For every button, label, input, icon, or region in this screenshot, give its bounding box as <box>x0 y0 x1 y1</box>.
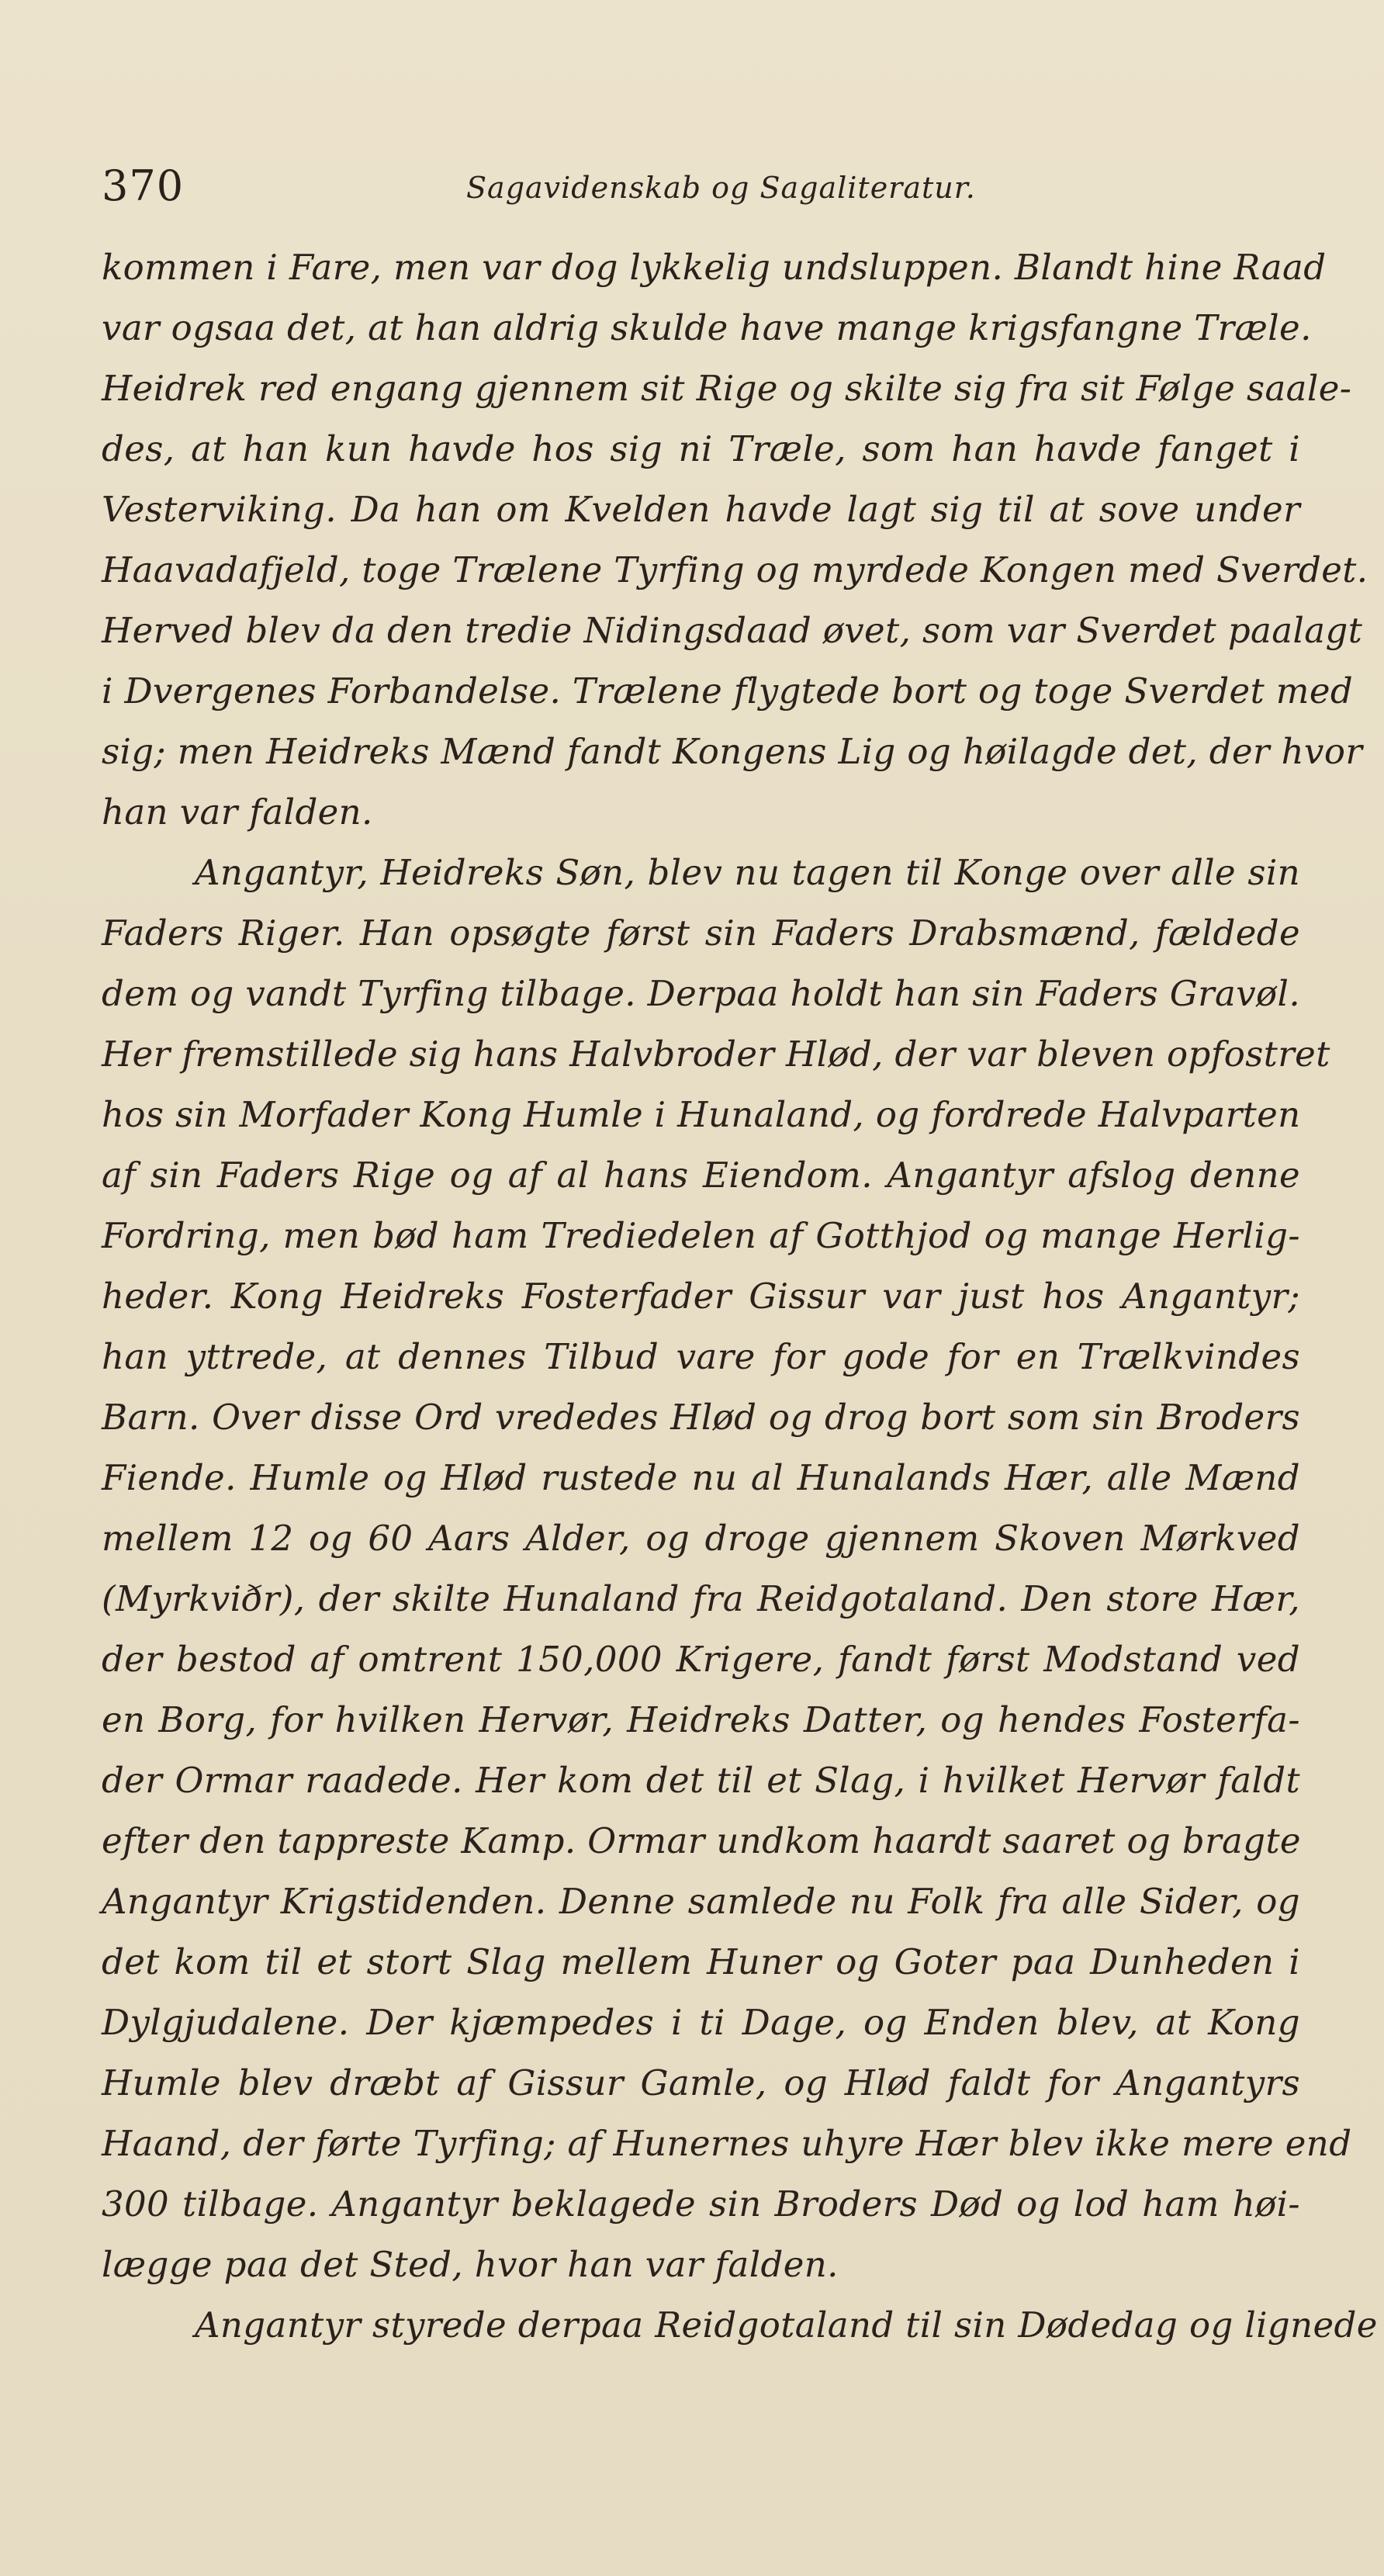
text-line: Faders Riger. Han opsøgte først sin Faders Drabsmænd, fældede <box>102 912 1300 954</box>
body-text <box>102 237 1378 2356</box>
text-line: (Myrkviðr), der skilte Hunaland fra Reidgotaland. Den store Hær, <box>102 1578 1300 1619</box>
text-line: han yttrede, at dennes Tilbud vare for gode for en Trælkvindes <box>102 1336 1300 1377</box>
text-line: Herved blev da den tredie Nidingsdaad øvet, som var Sverdet paalagt <box>102 610 1363 651</box>
text-line: dem og vandt Tyrfing tilbage. Derpaa holdt han sin Faders Gravøl. <box>102 973 1301 1014</box>
text-line: af sin Faders Rige og af al hans Eiendom. Angantyr afslog denne <box>102 1155 1300 1196</box>
text-line: Barn. Over disse Ord vrededes Hlød og drog bort som sin Broders <box>102 1397 1300 1438</box>
text-line: var ogsaa det, at han aldrig skulde have mange krigsfangne Træle. <box>102 307 1312 348</box>
text-line: Haavadafjeld, toge Trælene Tyrfing og myrdede Kongen med Sverdet. <box>102 549 1368 590</box>
text-line: en Borg, for hvilken Hervør, Heidreks Datter, og hendes Fosterfa- <box>102 1699 1300 1740</box>
text-line: Fordring, men bød ham Trediedelen af Gotthjod og mange Herlig- <box>102 1215 1300 1256</box>
text-line: Haand, der førte Tyrfing; af Hunernes uhyre Hær blev ikke mere end <box>102 2123 1352 2164</box>
text-line: mellem 12 og 60 Aars Alder, og droge gjennem Skoven Mørkved <box>102 1518 1300 1559</box>
text-line: heder. Kong Heidreks Fosterfader Gissur var just hos Angantyr; <box>102 1276 1300 1317</box>
text-line: i Dvergenes Forbandelse. Trælene flygtede bort og toge Sverdet med <box>102 670 1354 712</box>
text-line: det kom til et stort Slag mellem Huner og Goter paa Dunheden i <box>102 1941 1300 1982</box>
text-line: des, at han kun havde hos sig ni Træle, som han havde fanget i <box>102 428 1300 469</box>
text-line: Angantyr Krigstidenden. Denne samlede nu Folk fra alle Sider, og <box>102 1881 1300 1922</box>
text-line: Vesterviking. Da han om Kvelden havde lagt sig til at sove under <box>102 489 1300 530</box>
text-line: der Ormar raadede. Her kom det til et Slag, i hvilket Hervør faldt <box>102 1760 1300 1801</box>
text-line: sig; men Heidreks Mænd fandt Kongens Lig og høilagde det, der hvor <box>102 731 1363 772</box>
text-line: kommen i Fare, men var dog lykkelig undsluppen. Blandt hine Raad <box>102 247 1327 288</box>
text-line: der bestod af omtrent 150,000 Krigere, fandt først Modstand ved <box>102 1639 1300 1680</box>
text-line: Fiende. Humle og Hlød rustede nu al Hunalands Hær, alle Mænd <box>102 1457 1300 1498</box>
text-line: hos sin Morfader Kong Humle i Hunaland, og fordrede Halvparten <box>102 1094 1301 1135</box>
text-line: Angantyr styrede derpaa Reidgotaland til sin Dødedag og lignede <box>195 2304 1378 2346</box>
text-line: han var falden. <box>102 791 373 833</box>
text-line: efter den tappreste Kamp. Ormar undkom haardt saaret og bragte <box>102 1820 1301 1861</box>
running-title: Sagavidenskab og Sagaliteratur. <box>466 171 976 205</box>
text-line: Angantyr, Heidreks Søn, blev nu tagen til Konge over alle sin <box>195 852 1300 893</box>
text-line: 300 tilbage. Angantyr beklagede sin Broders Død og lod ham høi- <box>102 2183 1300 2225</box>
text-line: Dylgjudalene. Der kjæmpedes i ti Dage, og Enden blev, at Kong <box>102 2002 1300 2043</box>
running-head <box>102 159 1300 213</box>
page-number: 370 <box>102 161 185 210</box>
text-line: lægge paa det Sted, hvor han var falden. <box>102 2244 839 2285</box>
text-line: Her fremstillede sig hans Halvbroder Hlød, der var bleven opfostret <box>102 1034 1330 1075</box>
text-line: Humle blev dræbt af Gissur Gamle, og Hlød faldt for Angantyrs <box>102 2062 1300 2103</box>
text-line: Heidrek red engang gjennem sit Rige og skilte sig fra sit Følge saale- <box>102 368 1352 409</box>
